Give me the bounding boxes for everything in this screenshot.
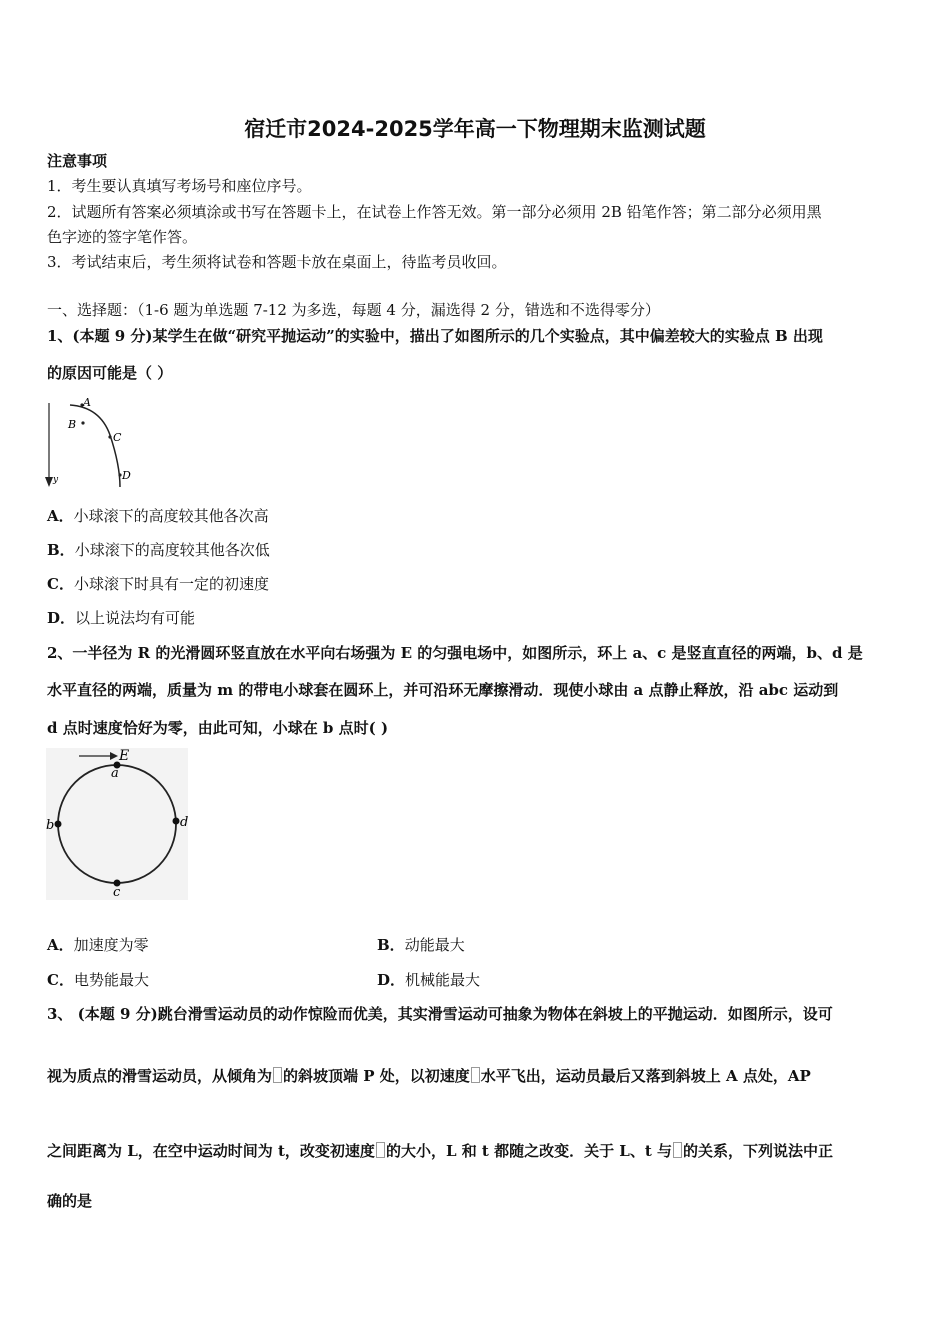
q1-stem-line2: 的原因可能是（ ） [47,364,173,382]
label-a: A [83,396,91,409]
label-b: B [68,418,77,431]
q3-text: 的斜坡顶端 P 处，以初速度 [283,1067,470,1085]
q3-stem-line4: 确的是 [47,1192,93,1210]
label-b: b [46,818,55,833]
v0-symbol-icon [673,1142,682,1158]
point-b [55,821,62,828]
option-text: 以上说法均有可能 [75,609,196,627]
option-text: 动能最大 [404,936,465,954]
q1-trajectory-figure [40,395,150,495]
label-d: d [180,815,188,830]
q1-stem-line1: 1、(本题 9 分)某学生在做“研究平抛运动”的实验中，描出了如图所示的几个实验点，其中偏差较大的实验点 B 出现 [47,327,823,345]
q2-stem-line2: 水平直径的两端，质量为 m 的带电小球套在圆环上，并可沿环无摩擦滑动．现使小球由 a 点静止释放，沿 abc 运动到 [47,681,839,699]
trajectory-curve [70,405,120,487]
option-letter: B． [377,936,405,954]
option-letter: B． [47,541,75,559]
notice-item: 2．试题所有答案必须填涂或书写在答题卡上，在试卷上作答无效。第一部分必须用 2B 铅笔作答；第二部分必须用黑 [47,203,822,221]
notice-item: 1．考生要认真填写考场号和座位序号。 [47,177,312,195]
option-text: 机械能最大 [405,971,481,989]
label-e: E [119,748,130,764]
option-letter: C． [47,971,74,989]
q2-ring-figure [46,748,188,900]
option-text: 电势能最大 [73,971,149,989]
page-title: 宿迁市2024-2025学年高一下物理期末监测试题 [244,117,706,141]
point-d [173,818,180,825]
q3-text: 水平飞出，运动员最后又落到斜坡上 A 点处，AP [480,1067,811,1085]
y-axis-arrow [45,477,53,487]
option-text: 小球滚下的高度较其他各次低 [74,541,270,559]
option-letter: D． [47,609,76,627]
q1-option-b[interactable] [47,541,270,559]
q1-option-c[interactable] [47,575,269,593]
q1-option-d[interactable] [47,609,195,627]
q2-stem-line3: d 点时速度恰好为零，由此可知，小球在 b 点时( ) [47,719,389,737]
option-letter: D． [377,971,406,989]
v0-symbol-icon [376,1142,385,1158]
q2-option-d[interactable] [377,971,480,989]
q2-option-a[interactable] [47,936,149,954]
label-d: D [122,469,131,482]
label-y: y [53,475,59,485]
point-c [108,435,111,438]
q2-stem-line1: 2、一半径为 R 的光滑圆环竖直放在水平向右场强为 E 的匀强电场中，如图所示，环上 a、c 是竖直直径的两端，b、d 是 [47,644,863,662]
label-c: C [113,431,122,444]
option-letter: A． [47,936,74,954]
q3-text: 的关系，下列说法中正 [683,1142,834,1160]
section-heading: 一、选择题：（1-6 题为单选题 7-12 为多选，每题 4 分，漏选得 2 分，错选和不选得零分） [47,301,660,319]
label-a: a [111,766,119,781]
option-text: 小球滚下时具有一定的初速度 [73,575,269,593]
q3-stem-line2 [47,1067,811,1085]
v0-symbol-icon [471,1067,480,1083]
q3-text: 之间距离为 L，在空中运动时间为 t，改变初速度 [47,1142,375,1160]
q1-option-a[interactable] [47,507,269,525]
option-letter: C． [47,575,74,593]
q3-text: 的大小，L 和 t 都随之改变．关于 L、t 与 [385,1142,673,1160]
option-text: 加速度为零 [73,936,149,954]
theta-symbol-icon [273,1067,282,1083]
q3-text: 视为质点的滑雪运动员，从倾角为 [47,1067,273,1085]
q2-option-c[interactable] [47,971,149,989]
option-letter: A． [47,507,74,525]
q3-stem-line1: 3、 (本题 9 分)跳台滑雪运动员的动作惊险而优美，其实滑雪运动可抽象为物体在斜坡上的平抛运动．如图所示，设可 [47,1005,833,1023]
label-c: c [113,885,121,900]
point-b [81,421,84,424]
q2-option-b[interactable] [377,936,465,954]
notice-item: 色字迹的签字笔作答。 [47,228,198,246]
option-text: 小球滚下的高度较其他各次高 [73,507,269,525]
notice-heading: 注意事项 [47,152,108,170]
notice-item: 3．考试结束后，考生须将试卷和答题卡放在桌面上，待监考员收回。 [47,253,507,271]
q3-stem-line3 [47,1142,833,1160]
